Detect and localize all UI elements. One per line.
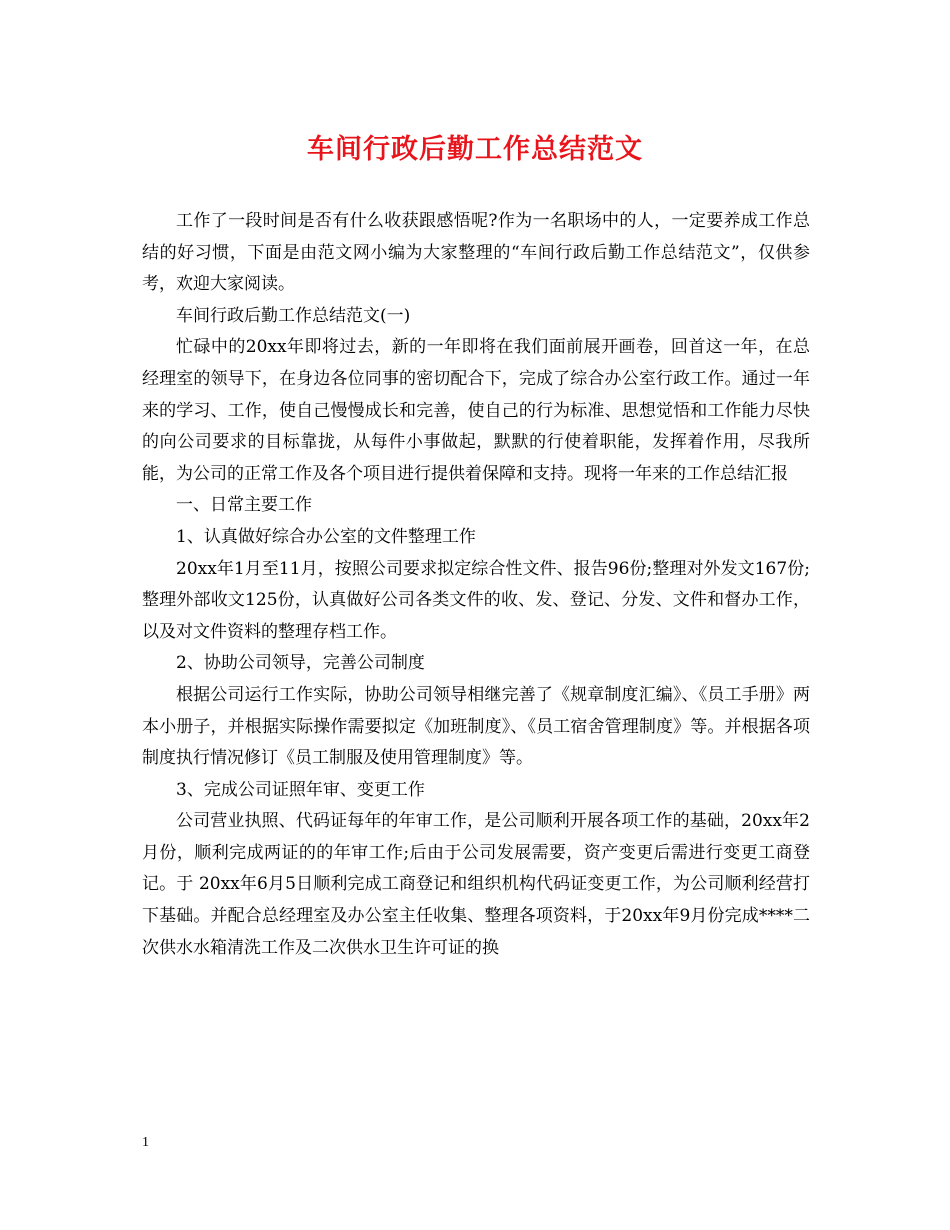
page-number: 1	[142, 1135, 149, 1150]
body-paragraph: 公司营业执照、代码证每年的年审工作，是公司顺利开展各项工作的基础，20xx年2月份，顺利完成两证的的年审工作;后由于公司发展需要，资产变更后需进行变更工商登记。于 20xx年6月5日顺利完成工商登记和组织机构代码证变更工作，为公司顺利经营打下基础。并配合总经理室及办公室主任收集、整理各项资料，于20xx年9月份完成****二次供水水箱清洗工作及二次供水卫生许可证的换	[142, 811, 810, 958]
item-heading-2: 2、协助公司领导，完善公司制度	[176, 653, 425, 674]
body-paragraph: 20xx年1月至11月，按照公司要求拟定综合性文件、报告96份;整理对外发文167份;整理外部收文125份，认真做好公司各类文件的收、发、登记、分发、文件和督办工作，以及对文件资料的整理存档工作。	[142, 558, 810, 642]
body-paragraph: 根据公司运行工作实际，协助公司领导相继完善了《规章制度汇编》、《员工手册》两本小册子，并根据实际操作需要拟定《加班制度》、《员工宿舍管理制度》等。并根据各项制度执行情况修订《员工制服及使用管理制度》等。	[142, 684, 810, 769]
section-heading-2: 一、日常主要工作	[176, 495, 312, 516]
item-heading-1: 1、认真做好综合办公室的文件整理工作	[176, 526, 476, 547]
page-title: 车间行政后勤工作总结范文	[307, 134, 643, 165]
item-heading-3: 3、完成公司证照年审、变更工作	[176, 779, 425, 800]
body-paragraph: 忙碌中的20xx年即将过去，新的一年即将在我们面前展开画卷，回首这一年，在总经理室的领导下，在身边各位同事的密切配合下，完成了综合办公室行政工作。通过一年来的学习、工作，使自己慢慢成长和完善，使自己的行为标准、思想觉悟和工作能力尽快的向公司要求的目标靠拢，从每件小事做起，默默的行使着职能，发挥着作用，尽我所能，为公司的正常工作及各个项目进行提供着保障和支持。现将一年来的工作总结汇报	[142, 337, 810, 484]
intro-paragraph: 工作了一段时间是否有什么收获跟感悟呢?作为一名职场中的人，一定要养成工作总结的好习惯，下面是由范文网小编为大家整理的“车间行政后勤工作总结范文”，仅供参考，欢迎大家阅读。	[142, 211, 810, 295]
document-body	[142, 206, 810, 964]
section-heading-1: 车间行政后勤工作总结范文(一)	[176, 305, 411, 326]
